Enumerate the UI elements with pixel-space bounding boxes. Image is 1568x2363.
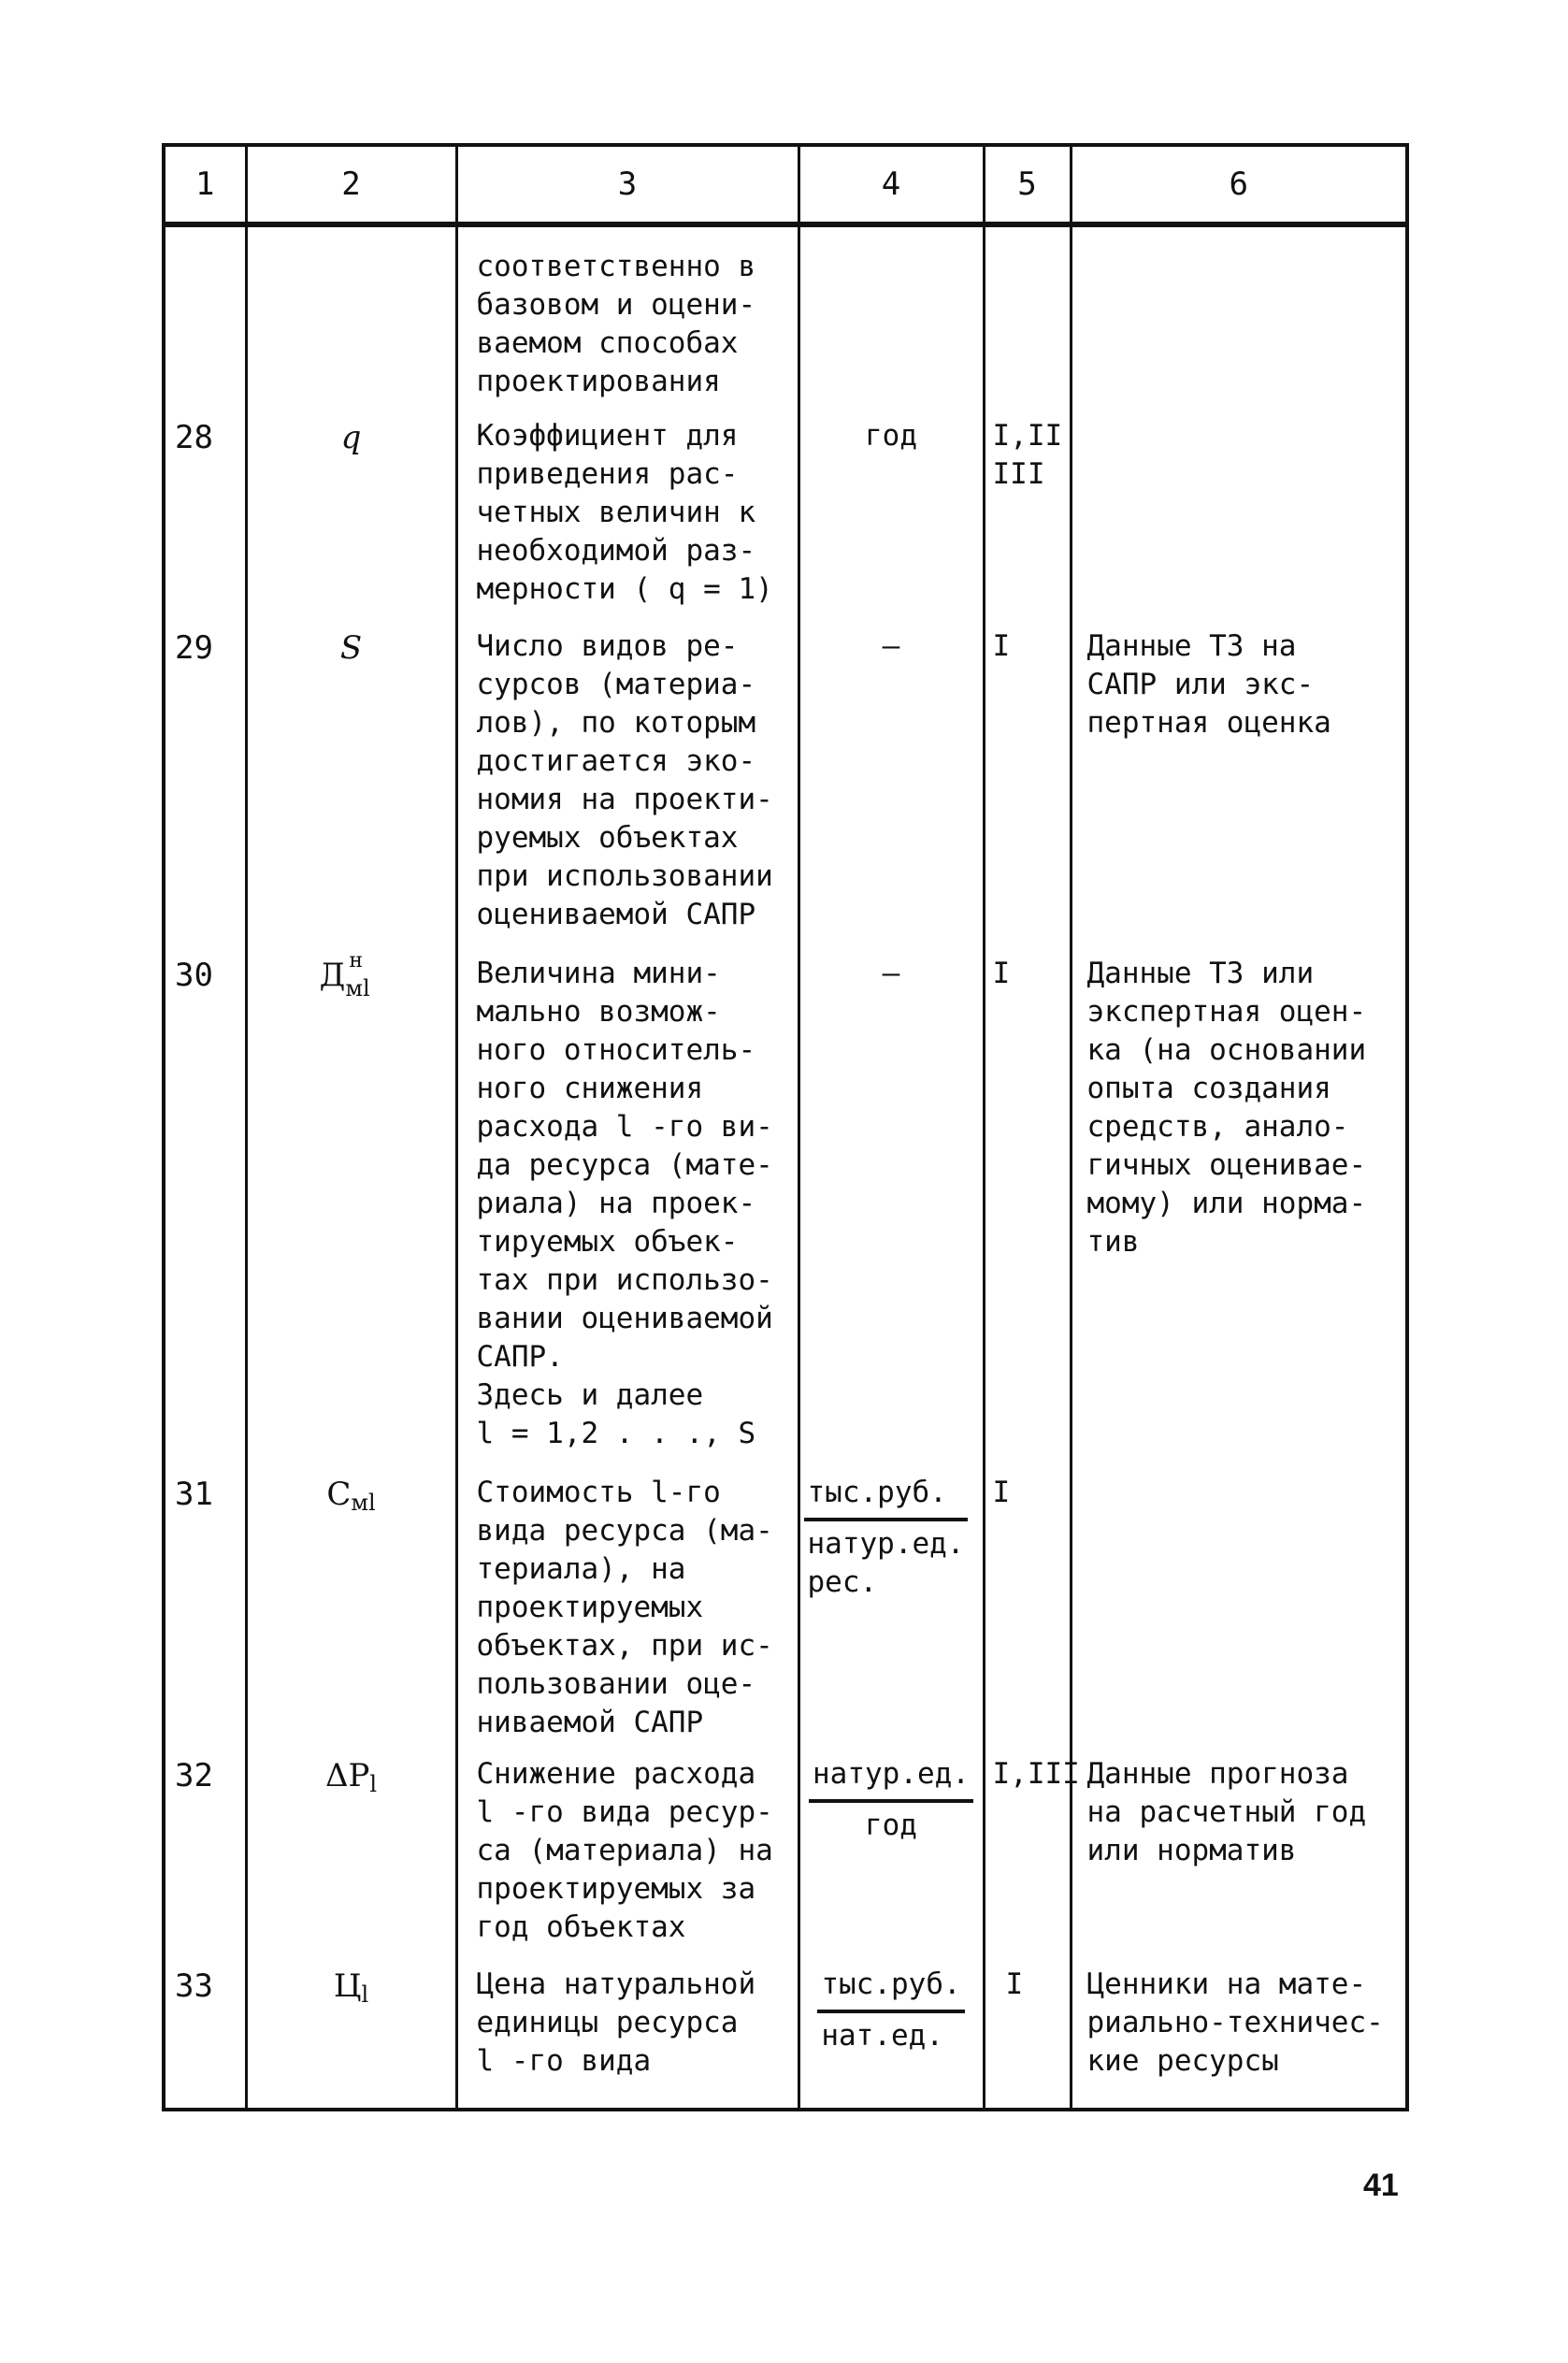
source-line: САПР или экс-	[1086, 668, 1315, 701]
description-line: проектируемых за	[476, 1872, 756, 1906]
description-line: лов), по которым	[476, 706, 756, 740]
description-line: Стоимость l-го	[476, 1476, 721, 1509]
description-line: териала), на	[476, 1552, 686, 1586]
row-symbol	[246, 949, 456, 1468]
row-symbol: S	[246, 622, 456, 949]
unit-fraction	[804, 1474, 969, 1602]
row-number: 28	[164, 411, 246, 622]
description-line: l -го вида ресур-	[476, 1795, 773, 1829]
symbol-main: C	[326, 1476, 352, 1513]
unit-denominator: рес.	[807, 1565, 878, 1599]
source-cell	[1071, 1750, 1407, 1960]
unit-numerator: тыс.руб.	[804, 1474, 969, 1521]
description-cell	[456, 1750, 798, 1960]
row-number: 31	[164, 1468, 246, 1750]
description-line: номия на проекти-	[476, 783, 773, 816]
source-line: средств, анало-	[1086, 1110, 1349, 1144]
description-line: год объектах	[476, 1910, 686, 1944]
description-line: руемых объектах	[476, 821, 739, 855]
description-line: тируемых объек-	[476, 1225, 739, 1259]
source-cell	[1071, 622, 1407, 949]
description-line: необходимой раз-	[476, 534, 756, 568]
symbol-subscript: мl	[345, 975, 370, 1001]
unit-denominator: год	[864, 1808, 917, 1842]
source-cell	[1071, 1960, 1407, 2110]
description-line: ниваемой САПР	[476, 1706, 704, 1739]
unit-cell	[798, 1750, 984, 1960]
header-col-5: 5	[984, 145, 1071, 224]
document-line: I,II	[992, 419, 1063, 453]
unit-cell: год	[798, 411, 984, 622]
document-line: I	[992, 629, 1011, 663]
symbol-subscript: мl	[351, 1490, 376, 1516]
row-number: 32	[164, 1750, 246, 1960]
symbol-main: ΔP	[324, 1757, 370, 1794]
header-col-4: 4	[798, 145, 984, 224]
description-line: Величина мини-	[476, 957, 721, 990]
description-line: при использовании	[476, 859, 773, 893]
source-line: кие ресурсы	[1086, 2044, 1279, 2078]
document-cell	[984, 1960, 1071, 2110]
description-line: проектирования	[476, 365, 721, 398]
table-row-30	[164, 949, 1407, 1468]
document-line: I	[992, 1476, 1011, 1509]
description-line: объектах, при ис-	[476, 1629, 773, 1663]
document-cell	[984, 411, 1071, 622]
table-row-28	[164, 411, 1407, 622]
header-row	[164, 145, 1407, 224]
document-line: I	[1005, 1967, 1024, 2001]
unit-numerator: тыс.руб.	[817, 1966, 964, 2013]
description-line: соответственно в	[476, 250, 756, 283]
document-line: I	[992, 957, 1011, 990]
source-cell	[1071, 1468, 1407, 1750]
description-line: сурсов (материа-	[476, 668, 756, 701]
row-number: 29	[164, 622, 246, 949]
description-line: тах при использо-	[476, 1263, 773, 1297]
description-cell	[456, 622, 798, 949]
description-line: четных величин к	[476, 496, 756, 529]
source-line: на расчетный год	[1086, 1795, 1367, 1829]
description-line: вании оцениваемой	[476, 1302, 773, 1335]
symbol-main: Д	[319, 957, 346, 994]
description-line: Здесь и далее	[476, 1378, 704, 1412]
source-line: или норматив	[1086, 1834, 1297, 1867]
description-line: риала) на проек-	[476, 1187, 756, 1220]
description-cell	[456, 1468, 798, 1750]
description-line: да ресурса (мате-	[476, 1148, 773, 1182]
row-symbol: q	[246, 411, 456, 622]
document-line: I,III	[992, 1757, 1080, 1791]
description-line: Цена натуральной	[476, 1967, 756, 2001]
table-row-33	[164, 1960, 1407, 2110]
description-line: Коэффициент для	[476, 419, 739, 453]
source-line: гичных оценивае-	[1086, 1148, 1367, 1182]
description-line: l -го вида	[476, 2044, 652, 2078]
unit-fraction	[809, 1755, 973, 1845]
table-row-29	[164, 622, 1407, 949]
document-cell	[984, 622, 1071, 949]
description-cell	[456, 411, 798, 622]
description-line: расхода l -го ви-	[476, 1110, 773, 1144]
unit-cell: –	[798, 622, 984, 949]
unit-fraction	[817, 1966, 964, 2055]
description-line: единицы ресурса	[476, 2006, 739, 2039]
symbol-subscript: l	[369, 1771, 378, 1797]
description-line: ного снижения	[476, 1072, 704, 1105]
description-cell	[456, 224, 798, 411]
description-line: базовом и оцени-	[476, 288, 756, 322]
document-line: III	[992, 457, 1045, 491]
description-cell	[456, 1960, 798, 2110]
description-line: Снижение расхода	[476, 1757, 756, 1791]
source-line: ка (на основании	[1086, 1033, 1367, 1067]
description-line: достигается эко-	[476, 744, 756, 778]
table-row-32	[164, 1750, 1407, 1960]
description-line: оцениваемой САПР	[476, 898, 756, 931]
source-cell	[1071, 411, 1407, 622]
source-line: пертная оценка	[1086, 706, 1331, 740]
description-line: l = 1,2 . . ., S	[476, 1417, 756, 1450]
header-col-6: 6	[1071, 145, 1407, 224]
parameters-table	[162, 143, 1409, 2111]
source-cell	[1071, 949, 1407, 1468]
table-row-31	[164, 1468, 1407, 1750]
header-col-3: 3	[456, 145, 798, 224]
description-line: ного относитель-	[476, 1033, 756, 1067]
row-symbol	[246, 1750, 456, 1960]
row-number: 30	[164, 949, 246, 1468]
description-line: приведения рас-	[476, 457, 739, 491]
description-line: са (материала) на	[476, 1834, 773, 1867]
row-symbol	[246, 1468, 456, 1750]
source-line: опыта создания	[1086, 1072, 1331, 1105]
description-line: пользовании оце-	[476, 1667, 756, 1701]
document-cell	[984, 1750, 1080, 1960]
description-line: САПР.	[476, 1340, 564, 1374]
document-cell	[984, 1468, 1071, 1750]
unit-denominator: нат.ед.	[821, 2019, 943, 2053]
page-number: 41	[1363, 2168, 1399, 2203]
row-number: 33	[164, 1960, 246, 2110]
description-cell	[456, 949, 798, 1468]
row-symbol	[246, 1960, 456, 2110]
source-line: риально-техничес-	[1086, 2006, 1384, 2039]
table-row-continuation	[164, 224, 1407, 411]
source-line: Данные ТЗ на	[1086, 629, 1297, 663]
symbol-subscript: l	[361, 1981, 369, 2008]
unit-cell	[798, 1468, 984, 1750]
unit-denominator: натур.ед.	[807, 1527, 965, 1561]
source-line: Данные ТЗ или	[1086, 957, 1315, 990]
source-line: Ценники на мате-	[1086, 1967, 1367, 2001]
symbol-main: Ц	[333, 1967, 362, 2005]
description-line: мально возмож-	[476, 995, 721, 1029]
description-line: вида ресурса (ма-	[476, 1514, 773, 1548]
description-line: проектируемых	[476, 1591, 704, 1624]
header-col-2: 2	[246, 145, 456, 224]
symbol-superscript: н	[349, 949, 363, 973]
source-line: тив	[1086, 1225, 1140, 1259]
source-line: экспертная оцен-	[1086, 995, 1367, 1029]
unit-cell: –	[798, 949, 984, 1468]
source-line: Данные прогноза	[1086, 1757, 1349, 1791]
source-line: мому) или норма-	[1086, 1187, 1367, 1220]
unit-cell	[798, 1960, 984, 2110]
header-col-1: 1	[164, 145, 246, 224]
unit-numerator: натур.ед.	[809, 1755, 973, 1803]
description-line: ваемом способах	[476, 326, 739, 360]
description-line: мерности ( q = 1)	[476, 572, 773, 606]
document-cell	[984, 949, 1071, 1468]
description-line: Число видов ре-	[476, 629, 739, 663]
